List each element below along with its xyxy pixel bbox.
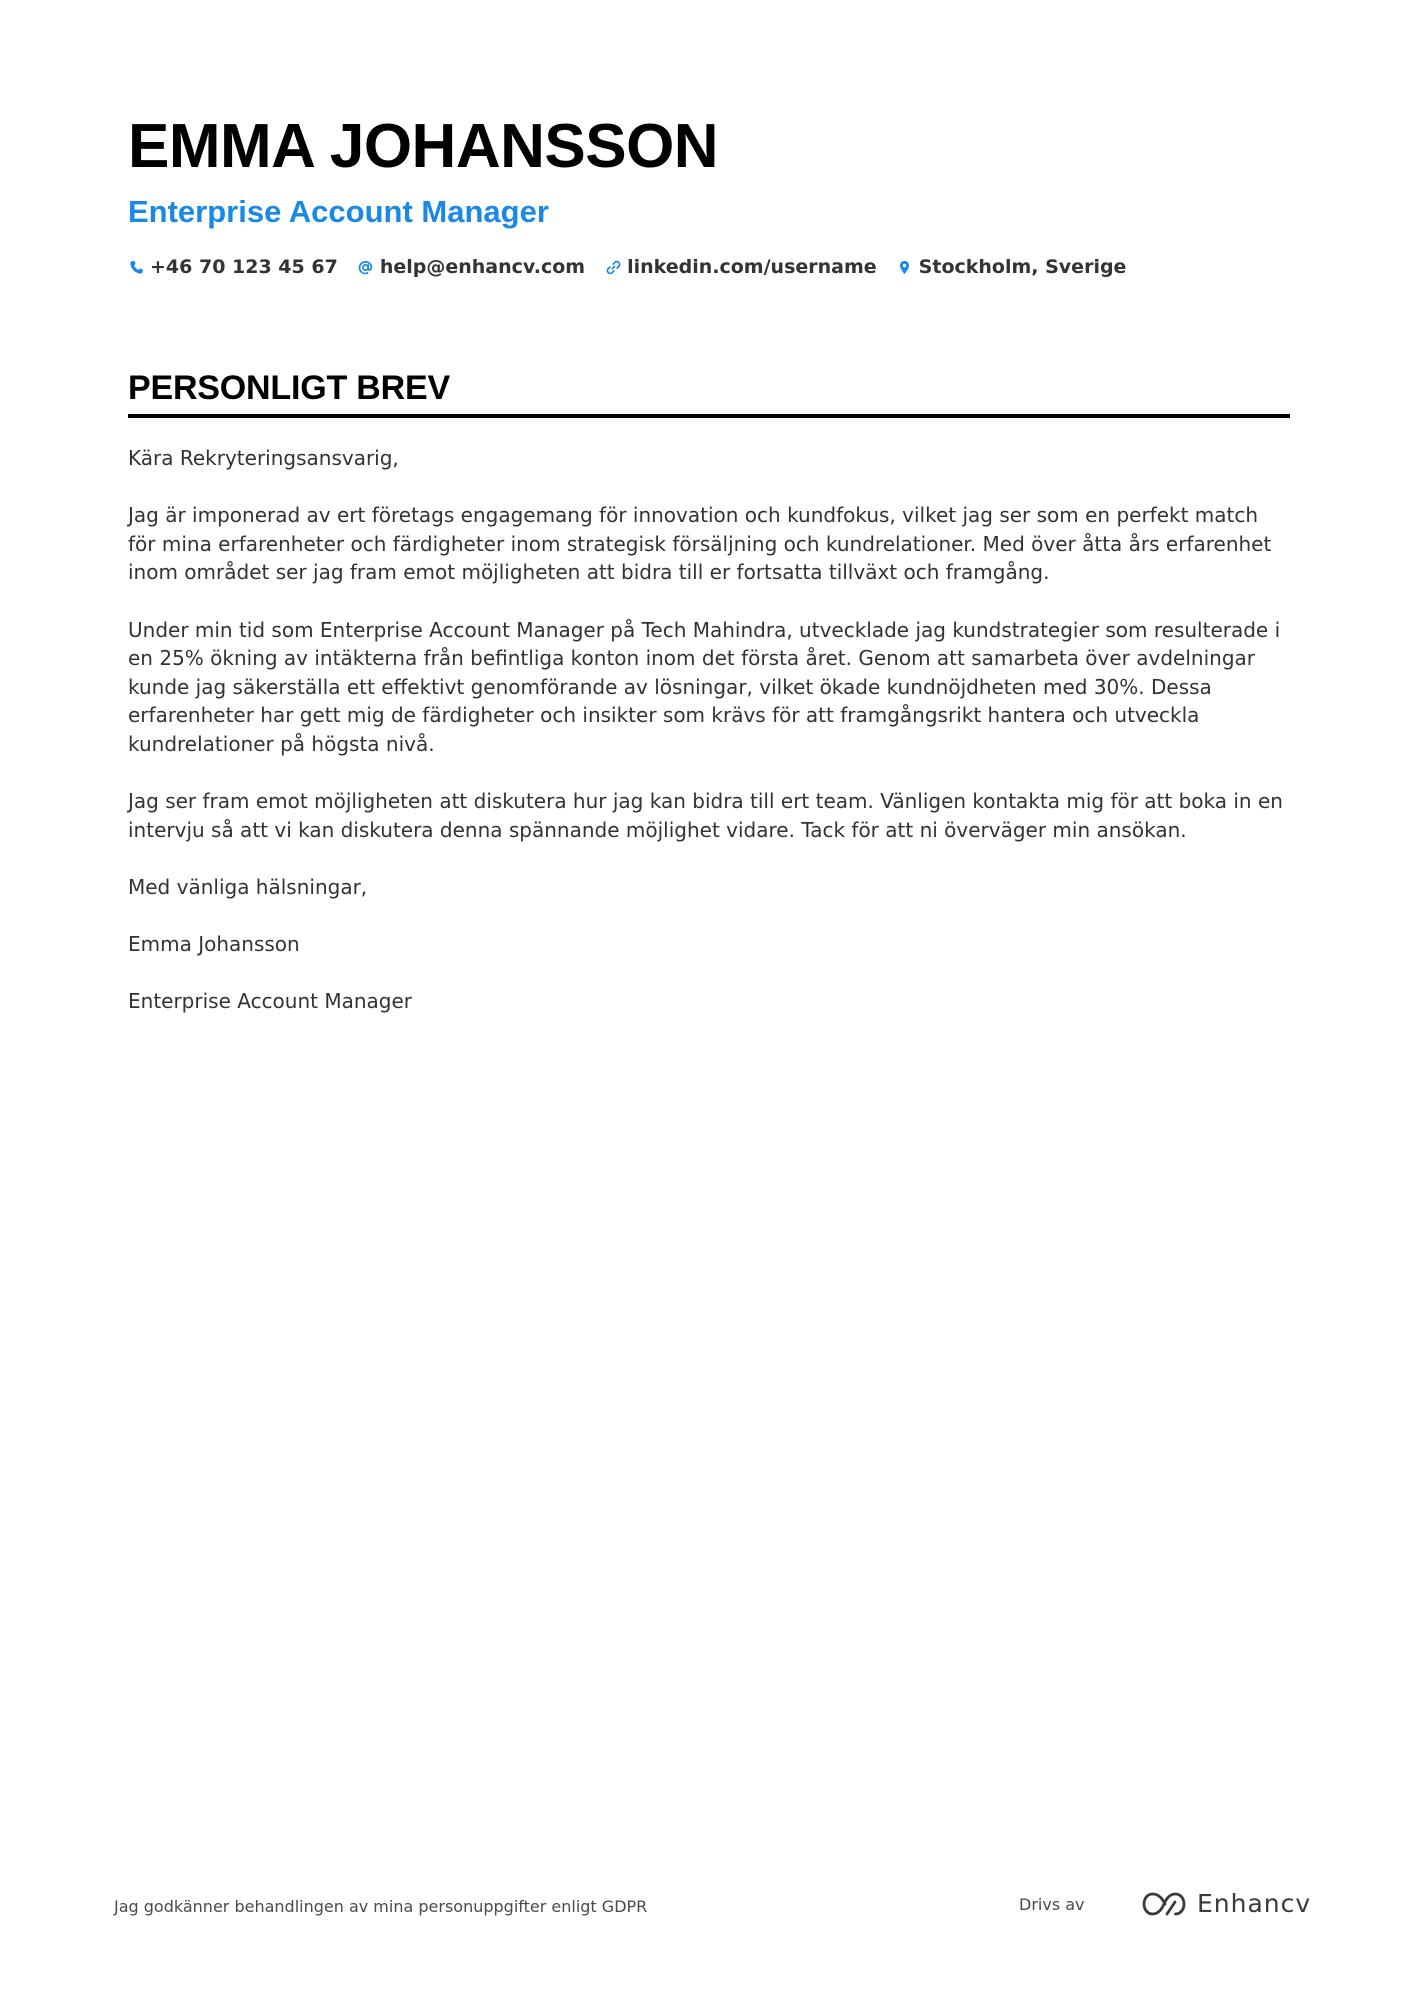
salutation: Kära Rekryteringsansvarig, bbox=[128, 446, 399, 470]
closing: Med vänliga hälsningar, bbox=[128, 874, 368, 899]
letter-body bbox=[128, 444, 1290, 1016]
job-title: Enterprise Account Manager bbox=[128, 194, 549, 229]
footer bbox=[114, 1889, 1312, 1925]
paragraph-experience: Under min tid som Enterprise Account Manager på Tech Mahindra, utvecklade jag kundstrategier som resulterade i en 25% ökning av intäkterna från befintliga konton inom det första året. Genom att samarbeta över avdelningar kunde jag säkerställa ett effektivt genomförande av lösningar, vilket ökade kundnöjdheten med 30%. Dessa erfarenheter har gett mig de färdigheter och insikter som krävs för att framgångsrikt hantera och utveckla kundrelationer på högsta nivå. bbox=[128, 617, 1281, 756]
contact-email-text: help@enhancv.com bbox=[379, 256, 586, 278]
contact-linkedin bbox=[605, 256, 877, 278]
location-pin-icon bbox=[897, 258, 913, 276]
header bbox=[128, 108, 1290, 282]
contact-phone-text: +46 70 123 45 67 bbox=[150, 256, 338, 278]
section-title: PERSONLIGT BREV bbox=[128, 366, 1290, 418]
enhancv-logo-icon bbox=[1141, 1890, 1187, 1918]
contact-info bbox=[128, 252, 1290, 282]
link-icon bbox=[605, 258, 621, 276]
contact-phone bbox=[128, 256, 338, 278]
candidate-name: EMMA JOHANSSON bbox=[128, 112, 719, 181]
contact-email bbox=[358, 256, 585, 278]
paragraph-closing: Jag ser fram emot möjligheten att diskutera hur jag kan bidra till ert team. Vänligen kontakta mig för att boka in en intervju så att vi kan diskutera denna spännande möjlighet vidare. Tack för att ni överväger min ansökan. bbox=[128, 789, 1283, 842]
enhancv-logo[interactable] bbox=[1141, 1889, 1311, 1918]
paragraph-intro: Jag är imponerad av ert företags engagemang för innovation och kundfokus, vilket jag ser som en perfekt match för mina erfarenheter och färdigheter inom strategisk försäljning och kundrelationer. Med över åtta års erfarenhet inom området ser jag fram emot möjligheten att bidra till er fortsatta tillväxt och framgång. bbox=[128, 503, 1272, 585]
cover-letter-section bbox=[128, 366, 1290, 1044]
signature-name: Emma Johansson bbox=[128, 932, 300, 957]
enhancv-brand-name: Enhancv bbox=[1197, 1889, 1312, 1918]
powered-by-label: Drivs av bbox=[1019, 1895, 1085, 1914]
contact-location-text: Stockholm, Sverige bbox=[918, 256, 1127, 278]
contact-location bbox=[897, 256, 1127, 278]
signature-title: Enterprise Account Manager bbox=[128, 989, 413, 1014]
gdpr-consent: Jag godkänner behandlingen av mina personuppgifter enligt GDPR bbox=[114, 1897, 648, 1916]
contact-linkedin-text: linkedin.com/username bbox=[627, 256, 877, 278]
at-icon bbox=[358, 258, 374, 276]
phone-icon bbox=[128, 258, 144, 276]
